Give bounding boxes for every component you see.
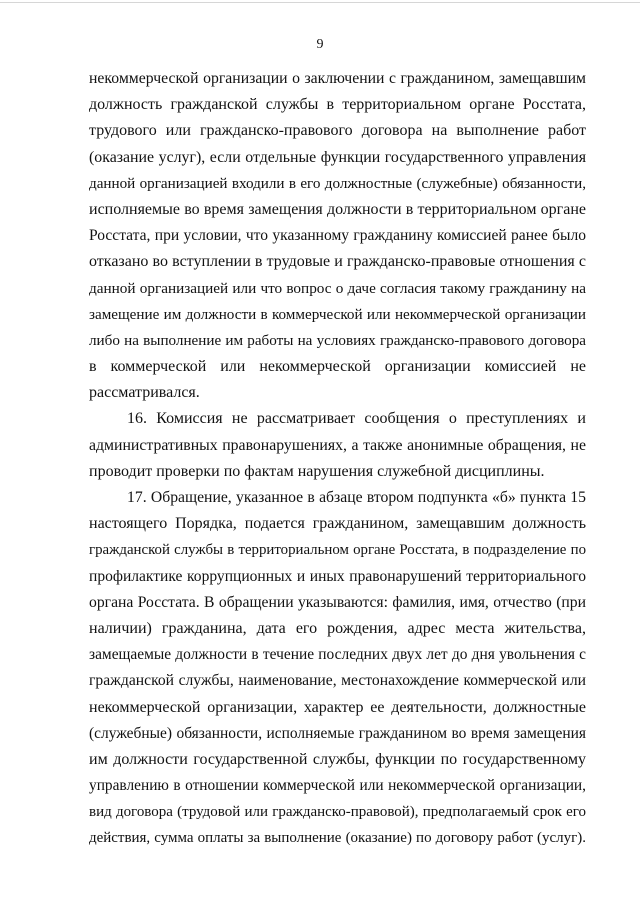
text-line: гражданской службы в территориальном органе Росстата, в подразделение по: [89, 542, 586, 559]
text-line: наличии) гражданина, дата его рождения, адрес места жительства,: [89, 619, 586, 637]
document-body: [89, 66, 586, 852]
text-line: Росстата, при условии, что указанному гражданину комиссией ранее было: [89, 227, 586, 245]
text-line: (служебные) обязанности, исполняемые гражданином во время замещения: [89, 724, 586, 742]
text-line: административных правонарушениях, а также анонимные обращения, не: [89, 436, 586, 454]
text-line: данной организацией входили в его должностные (служебные) обязанности,: [89, 175, 586, 192]
text-line: гражданской службы, наименование, местонахождение коммерческой или: [89, 672, 586, 690]
paragraph-continuation: [89, 66, 586, 406]
text-line: 16. Комиссия не рассматривает сообщения о преступлениях и: [127, 410, 586, 428]
text-line: некоммерческой организации о заключении с гражданином, замещавшим: [89, 70, 586, 87]
text-line: им должности государственной службы, функции по государственному: [89, 750, 586, 768]
scan-top-edge: [0, 2, 640, 3]
text-line: действия, сумма оплаты за выполнение (оказание) по договору работ (услуг).: [89, 830, 586, 847]
text-line: профилактике коррупционных и иных правонарушений территориального: [89, 567, 586, 585]
paragraph-17: [89, 485, 586, 852]
text-line: проводит проверки по фактам нарушения служебной дисциплины.: [89, 462, 545, 480]
text-line: некоммерческой организации, характер ее деятельности, должностные: [89, 698, 586, 716]
text-line: замещение им должности в коммерческой или некоммерческой организации: [89, 305, 586, 323]
page-number: 9: [316, 37, 324, 52]
text-line: замещаемые должности в течение последних двух лет до дня увольнения с: [89, 646, 586, 664]
text-line: органа Росстата. В обращении указываются: фамилия, имя, отчество (при: [89, 593, 586, 611]
text-line: должность гражданской службы в территориальном органе Росстата,: [89, 96, 586, 114]
text-line: вид договора (трудовой или гражданско-правовой), предполагаемый срок его: [89, 804, 586, 821]
text-line: данной организацией или что вопрос о даче согласия такому гражданину на: [89, 279, 586, 297]
text-line: 17. Обращение, указанное в абзаце втором подпункта «б» пункта 15: [127, 489, 586, 506]
text-line: в коммерческой или некоммерческой организации комиссией не: [89, 358, 586, 376]
text-line: трудового или гражданско-правового договора на выполнение работ: [89, 122, 586, 140]
text-line: управлению в отношении коммерческой или некоммерческой организации,: [89, 777, 586, 795]
text-line: (оказание услуг), если отдельные функции государственного управления: [89, 148, 586, 166]
text-line: рассматривался.: [89, 384, 200, 402]
text-line: исполняемые во время замещения должности в территориальном органе: [89, 200, 586, 218]
text-line: отказано во вступлении в трудовые и гражданско-правовые отношения с: [89, 253, 586, 271]
text-line: настоящего Порядка, подается гражданином, замещавшим должность: [89, 515, 586, 533]
text-line: либо на выполнение им работы на условиях гражданско-правового договора: [89, 332, 586, 349]
paragraph-16: [89, 406, 586, 485]
